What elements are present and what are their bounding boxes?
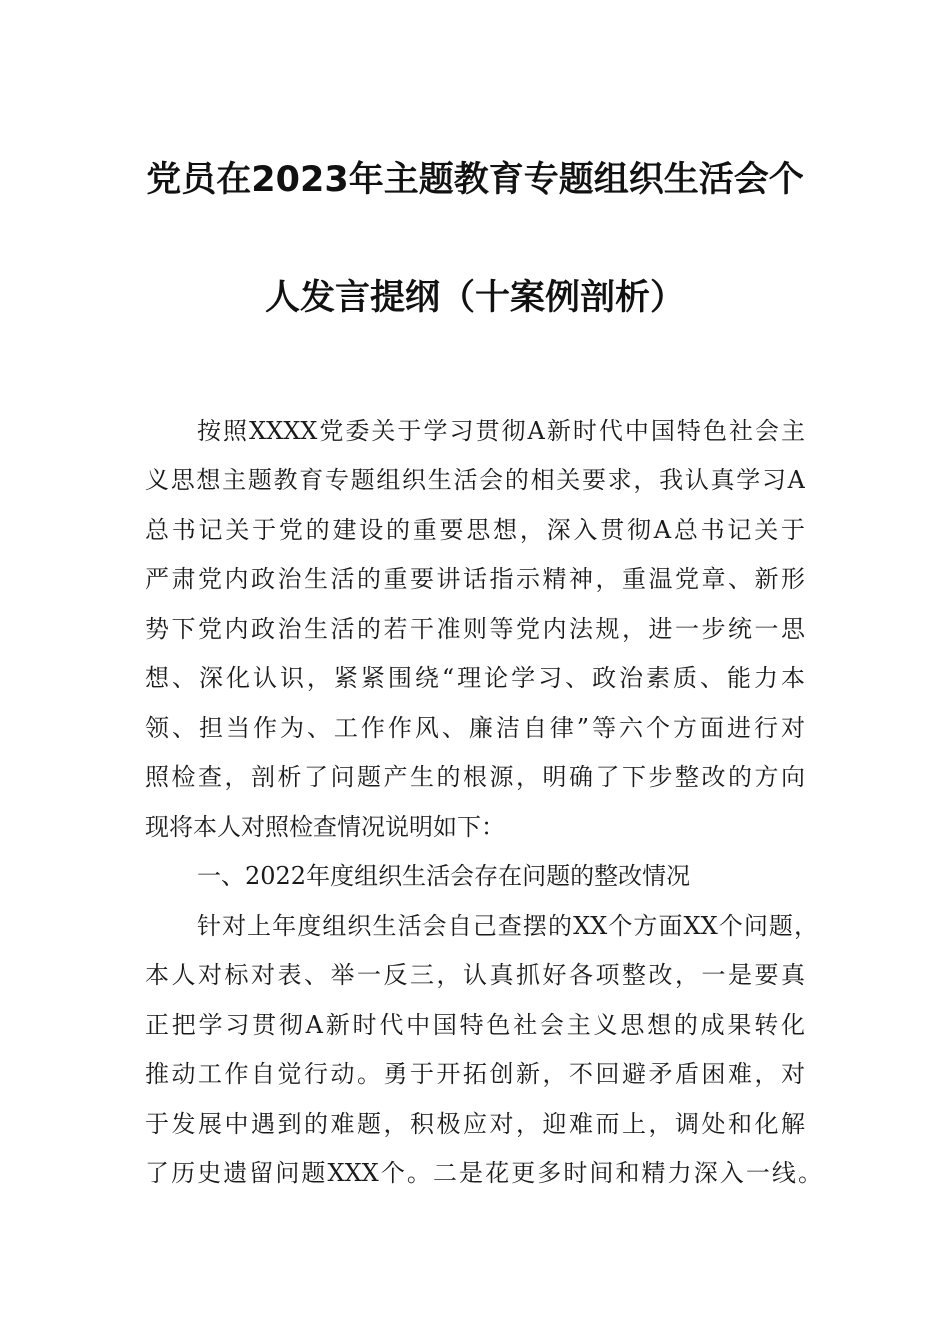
paragraph-1-line-2: 义思想主题教育专题组织生活会的相关要求，我认真学习A [145,466,805,495]
paragraph-2-line-3: 正把学习贯彻A新时代中国特色社会主义思想的成果转化 [145,1010,805,1039]
paragraph-1-line-1: 按照XXXX党委关于学习贯彻A新时代中国特色社会主 [197,417,805,445]
paragraph-2-line-2: 本人对标对表、举一反三，认真抓好各项整改，一是要真 [145,961,805,990]
document-title-line-1: 党员在2023年主题教育专题组织生活会个 [146,160,804,200]
section-heading-1: 一、2022年度组织生活会存在问题的整改情况 [197,862,691,891]
paragraph-1-line-5: 势下党内政治生活的若干准则等党内法规，进一步统一思 [145,614,805,643]
paragraph-2-line-6: 了历史遗留问题XXX个。二是花更多时间和精力深入一线。 [145,1159,822,1188]
document-body [0,407,950,1199]
paragraph-2-line-1: 针对上年度组织生活会自己查摆的XX个方面XX个问题， [197,911,818,940]
paragraph-1-line-4: 严肃党内政治生活的重要讲话指示精神，重温党章、新形 [145,565,805,594]
paragraph-1-line-6: 想、深化认识，紧紧围绕“理论学习、政治素质、能力本 [145,664,805,693]
paragraph-2-line-5: 于发展中遇到的难题，积极应对，迎难而上，调处和化解 [145,1109,805,1138]
paragraph-1-line-9: 现将本人对照检查情况说明如下： [145,812,505,841]
paragraph-1-line-7: 领、担当作为、工作作风、廉洁自律”等六个方面进行对 [145,713,805,742]
document-title-line-2: 人发言提纲（十案例剖析） [264,278,685,318]
paragraph-1-line-8: 照检查，剖析了问题产生的根源，明确了下步整改的方向 [145,763,805,792]
paragraph-1-line-3: 总书记关于党的建设的重要思想，深入贯彻A总书记关于 [145,515,805,544]
paragraph-2-line-4: 推动工作自觉行动。勇于开拓创新，不回避矛盾困难，对 [145,1060,805,1089]
